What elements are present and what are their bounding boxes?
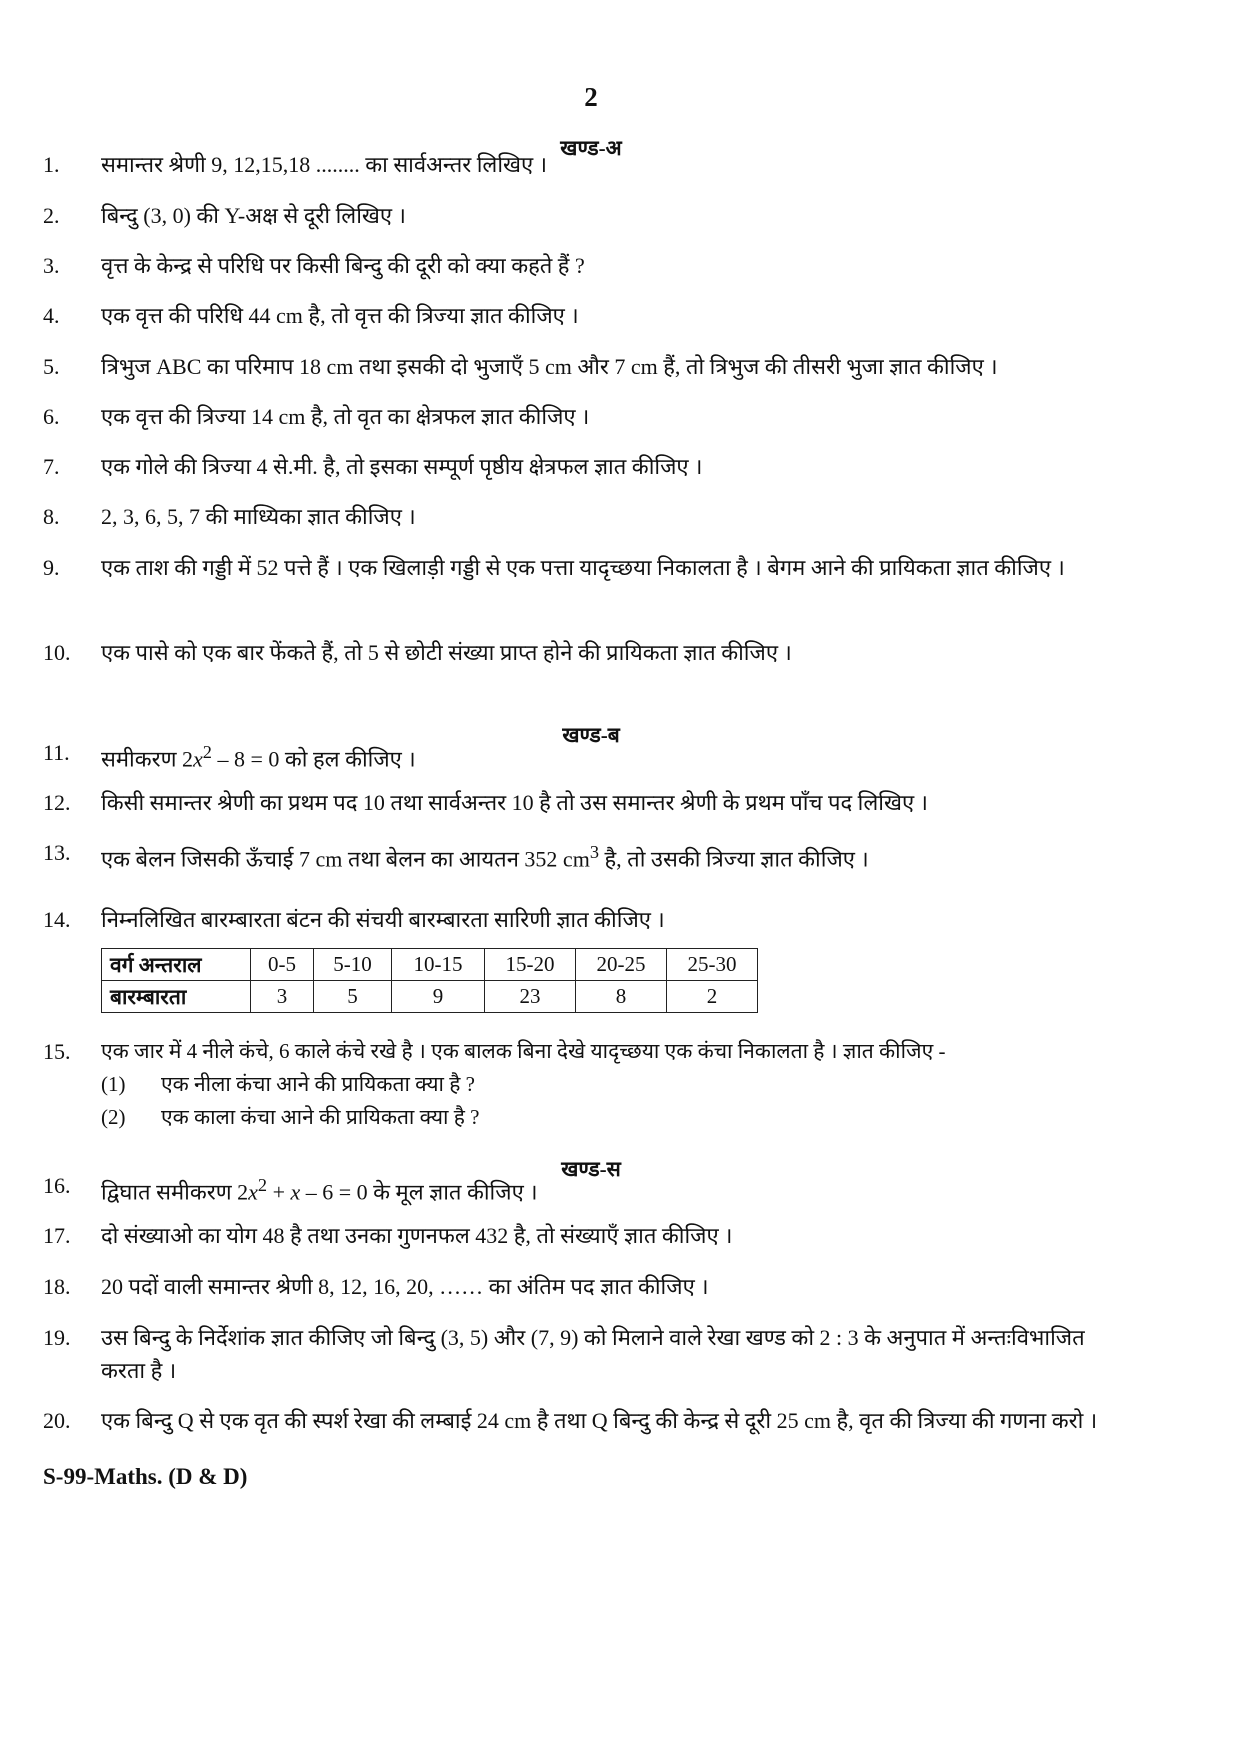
- question-15: [43, 1035, 1103, 1068]
- question-2: [43, 199, 1103, 232]
- question-number: 16.: [43, 1173, 71, 1198]
- question-text: एक जार में 4 नीले कंचे, 6 काले कंचे रखे है । एक बालक बिना देखे यादृच्छया एक कंचा निकालता है । ज्ञात कीजिए -: [101, 1039, 946, 1063]
- row-header-class-interval: वर्ग अन्तराल: [102, 949, 251, 981]
- question-number: 9.: [43, 555, 60, 580]
- variable-x: x: [193, 746, 203, 772]
- question-text: एक वृत्त की परिधि 44 cm है, तो वृत्त की त्रिज्या ज्ञात कीजिए ।: [101, 303, 579, 328]
- question-text: [101, 836, 1103, 875]
- question-6: [43, 400, 1103, 433]
- question-10: [43, 636, 1103, 669]
- question-text-part: है, तो उसकी त्रिज्या ज्ञात कीजिए ।: [598, 846, 869, 872]
- table-cell: 10-15: [392, 949, 485, 981]
- table-cell: 5: [314, 981, 392, 1013]
- question-15-part-1: [101, 1069, 475, 1099]
- question-number: 4.: [43, 303, 60, 328]
- question-number: 20.: [43, 1408, 71, 1433]
- question-text: 20 पदों वाली समान्तर श्रेणी 8, 12, 16, 20, …… का अंतिम पद ज्ञात कीजिए ।: [101, 1274, 709, 1299]
- table-cell: 9: [392, 981, 485, 1013]
- question-3: [43, 249, 1103, 282]
- table-cell: 25-30: [667, 949, 758, 981]
- question-1: [43, 148, 1103, 181]
- exponent: 2: [202, 742, 212, 762]
- question-number: 18.: [43, 1274, 71, 1299]
- question-text: दो संख्याओ का योग 48 है तथा उनका गुणनफल 432 है, तो संख्याएँ ज्ञात कीजिए ।: [101, 1223, 733, 1248]
- question-number: 12.: [43, 790, 71, 815]
- question-number: 15.: [43, 1039, 71, 1064]
- question-13: [43, 836, 1103, 875]
- table-cell: 23: [485, 981, 576, 1013]
- question-16: [43, 1169, 1103, 1208]
- question-17: [43, 1219, 1103, 1252]
- question-text: एक पासे को एक बार फेंकते हैं, तो 5 से छोटी संख्या प्राप्त होने की प्रायिकता ज्ञात कीजिए ।: [101, 640, 792, 665]
- table-cell: 5-10: [314, 949, 392, 981]
- question-number: 8.: [43, 504, 60, 529]
- part-text: एक काला कंचा आने की प्रायिकता क्या है ?: [161, 1105, 480, 1129]
- question-4: [43, 299, 1103, 332]
- question-text-part: समीकरण 2: [101, 746, 194, 772]
- part-number: (1): [101, 1072, 126, 1096]
- question-text: बिन्दु (3, 0) की Y-अक्ष से दूरी लिखिए ।: [101, 203, 406, 228]
- question-text-part: एक बेलन जिसकी ऊँचाई 7 cm तथा बेलन का आयतन 352 cm: [101, 846, 590, 872]
- table-cell: 0-5: [251, 949, 314, 981]
- question-14: [43, 903, 1103, 936]
- question-text-part: – 6 = 0 के मूल ज्ञात कीजिए ।: [300, 1179, 538, 1205]
- question-12: [43, 786, 1103, 819]
- part-text: एक नीला कंचा आने की प्रायिकता क्या है ?: [161, 1072, 475, 1096]
- question-text-part: द्विघात समीकरण 2: [101, 1179, 249, 1205]
- table-cell: 20-25: [576, 949, 667, 981]
- question-number: 5.: [43, 354, 60, 379]
- question-number: 3.: [43, 253, 60, 278]
- question-number: 13.: [43, 840, 71, 865]
- question-number: 2.: [43, 203, 60, 228]
- question-number: 6.: [43, 404, 60, 429]
- question-text: एक वृत्त की त्रिज्या 14 cm है, तो वृत का क्षेत्रफल ज्ञात कीजिए ।: [101, 404, 590, 429]
- table-row: [102, 981, 758, 1013]
- page-number: 2: [584, 82, 598, 112]
- table-cell: 3: [251, 981, 314, 1013]
- frequency-table: [101, 948, 758, 1013]
- question-text: एक गोले की त्रिज्या 4 से.मी. है, तो इसका सम्पूर्ण पृष्ठीय क्षेत्रफल ज्ञात कीजिए ।: [101, 454, 703, 479]
- table-cell: 2: [667, 981, 758, 1013]
- table-cell: 8: [576, 981, 667, 1013]
- question-text: वृत्त के केन्द्र से परिधि पर किसी बिन्दु की दूरी को क्या कहते हैं ?: [101, 253, 585, 278]
- question-9: [43, 551, 1103, 584]
- question-text: 2, 3, 6, 5, 7 की माध्यिका ज्ञात कीजिए ।: [101, 504, 416, 529]
- question-number: 11.: [43, 740, 70, 765]
- question-text: किसी समान्तर श्रेणी का प्रथम पद 10 तथा सार्वअन्तर 10 है तो उस समान्तर श्रेणी के प्रथम पाँच पद लिखिए ।: [101, 790, 928, 815]
- question-20: [43, 1404, 1103, 1437]
- question-18: [43, 1270, 1103, 1303]
- part-number: (2): [101, 1105, 126, 1129]
- table-row: [102, 949, 758, 981]
- question-text-part: +: [267, 1179, 291, 1205]
- question-text-part: – 8 = 0 को हल कीजिए ।: [211, 746, 416, 772]
- exponent: 2: [257, 1175, 268, 1195]
- question-19: [43, 1321, 1103, 1387]
- question-text: [101, 736, 1103, 775]
- table-cell: 15-20: [485, 949, 576, 981]
- question-number: 14.: [43, 907, 71, 932]
- question-number: 17.: [43, 1223, 71, 1248]
- question-5: [43, 350, 1103, 383]
- section-a-heading: खण्ड-अ: [560, 136, 622, 160]
- section-c-heading: खण्ड-स: [561, 1157, 621, 1181]
- question-15-part-2: [101, 1102, 479, 1132]
- question-text: एक ताश की गड्डी में 52 पत्ते हैं । एक खिलाड़ी गड्डी से एक पत्ता यादृच्छया निकालता है । बेगम आने की प्रायिकता ज्ञात कीजिए ।: [101, 555, 1065, 580]
- question-number: 7.: [43, 454, 60, 479]
- question-number: 19.: [43, 1325, 71, 1350]
- question-text: उस बिन्दु के निर्देशांक ज्ञात कीजिए जो बिन्दु (3, 5) और (7, 9) को मिलाने वाले रेखा खण्ड को 2 : 3 के अनुपात में अन्तःविभाजित करता है ।: [101, 1325, 1085, 1383]
- question-text: निम्नलिखित बारम्बारता बंटन की संचयी बारम्बारता सारिणी ज्ञात कीजिए ।: [101, 907, 665, 932]
- question-text: समान्तर श्रेणी 9, 12,15,18 ........ का सार्वअन्तर लिखिए ।: [101, 152, 548, 177]
- question-number: 10.: [43, 640, 71, 665]
- exponent: 3: [589, 842, 599, 862]
- question-text: त्रिभुज ABC का परिमाप 18 cm तथा इसकी दो भुजाएँ 5 cm और 7 cm हैं, तो त्रिभुज की तीसरी भुजा ज्ञात कीजिए ।: [101, 354, 998, 379]
- question-number: 1.: [43, 152, 60, 177]
- question-11: [43, 736, 1103, 775]
- question-text: एक बिन्दु Q से एक वृत की स्पर्श रेखा की लम्बाई 24 cm है तथा Q बिन्दु की केन्द्र से दूरी 25 cm है, वृत की त्रिज्या की गणना करो ।: [101, 1408, 1098, 1433]
- row-header-frequency: बारम्बारता: [102, 981, 251, 1013]
- paper-code: S-99-Maths. (D & D): [43, 1464, 248, 1489]
- variable-x: x: [290, 1179, 301, 1205]
- section-b-heading: खण्ड-ब: [562, 723, 620, 747]
- question-7: [43, 450, 1103, 483]
- variable-x: x: [248, 1179, 258, 1205]
- question-8: [43, 500, 1103, 533]
- question-text: [101, 1169, 1103, 1208]
